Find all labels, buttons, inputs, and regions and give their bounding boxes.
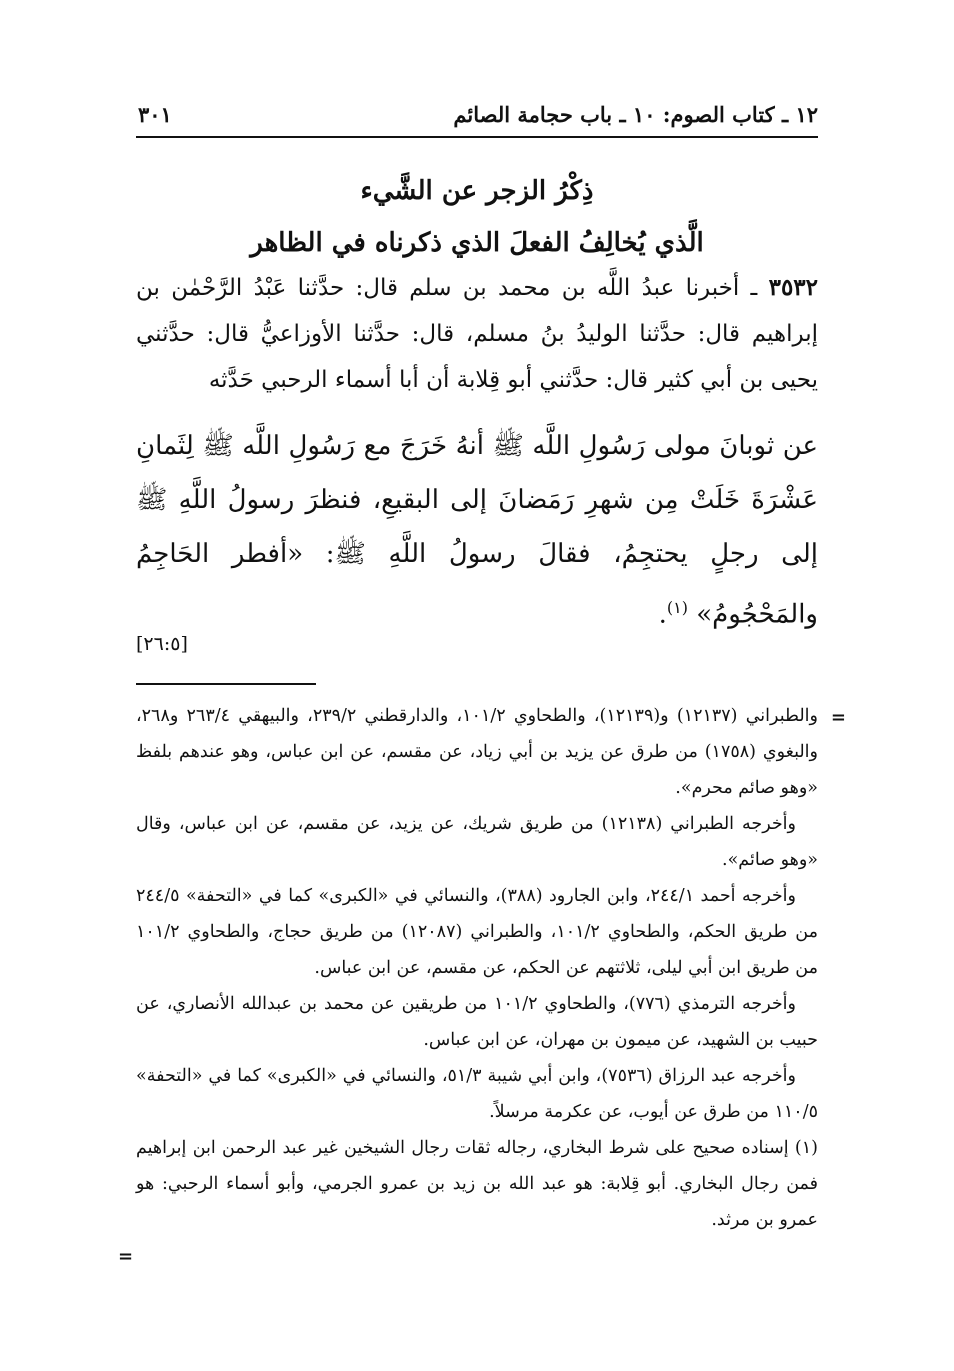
footnote-paragraph — [136, 878, 818, 986]
footnote-text: وأخرجه الترمذي (٧٧٦)، والطحاوي ١٠١/٢ من طريقين عن محمد بن عبدالله الأنصاري، عن حبيب بن الشهيد، عن ميمون بن مهران، عن ابن عباس. — [136, 994, 818, 1050]
footnote-text: وأخرجه الطبراني (١٢١٣٨) من طريق شريك، عن يزيد، عن مقسم، عن ابن عباس، وقال «وهو صائم». — [136, 814, 818, 870]
footnote-1 — [136, 1130, 818, 1238]
running-header — [138, 102, 818, 132]
hadith-isnad — [136, 265, 818, 403]
hadith-reference: [٢٦:٥] — [136, 633, 188, 655]
footnote-rule — [136, 683, 316, 685]
continuation-mark-bottom: = — [118, 1246, 134, 1267]
footnote-text: وأخرجه أحمد ٢٤٤/١، وابن الجارود (٣٨٨)، والنسائي في «الكبرى» كما في «التحفة» ٢٤٤/٥ من طريق الحكم، والطحاوي ١٠١/٢، والطبراني (١٢٠٨٧) من طريق حجاج، والطحاوي ١٠١/٢ من طريق ابن أبي ليلى، ثلاثتهم عن الحكم، عن مقسم، عن ابن عباس. — [136, 886, 818, 978]
running-title: ١٢ ـ كتاب الصوم: ١٠ ـ باب حجامة الصائم — [453, 102, 818, 127]
heading-line-1: ذِكْرُ الزجر عن الشَّيء — [360, 176, 594, 206]
footnote-1-text: (١) إسناده صحيح على شرط البخاري، رجاله ثقات رجال الشيخين غير عبد الرحمن ابن إبراهيم فمن رجال البخاري. أبو قِلابة: هو عبد الله بن زيد بن عمرو الجرمي، وأبو أسماء الرحبي: هو عمرو بن مرثد. — [136, 1138, 818, 1230]
footnote-text: والطبراني (١٢١٣٧) و(١٢١٣٩)، والطحاوي ١٠١/٢، والدارقطني ٢٣٩/٢، والبيهقي ٢٦٣/٤ و٢٦٨، والبغوي (١٧٥٨) من طرق عن يزيد بن أبي زياد، عن مقسم، عن ابن عباس، وهو عندهم بلفظ «وهو صائم محرم». — [136, 706, 818, 798]
footnote-paragraph — [136, 1058, 818, 1130]
matn-end-dot: . — [658, 599, 667, 630]
footnotes — [118, 698, 846, 1267]
heading-line-2: الَّذي يُخالِفُ الفعلَ الذي ذكرناه في الظاهر — [250, 228, 704, 258]
chapter-heading — [130, 165, 824, 269]
footnote-paragraph — [136, 986, 818, 1058]
hadith-number: ٣٥٣٢ — [768, 274, 819, 301]
footnote-paragraph — [136, 806, 818, 878]
hadith-matn — [136, 419, 818, 642]
hadith-block — [136, 265, 819, 655]
page-number: ٣٠١ — [138, 102, 172, 127]
footnote-text: وأخرجه عبد الرزاق (٧٥٣٦)، وابن أبي شيبة ٥١/٣، والنسائي في «الكبرى» كما في «التحفة» ١١٠/٥ من طرق عن أيوب، عن عكرمة مرسلاً. — [136, 1066, 818, 1122]
footnote-marker: (١) — [666, 598, 688, 617]
matn-text: عن ثوبانَ مولى رَسُولِ اللَّه ﷺ أنهُ خَرَجَ مع رَسُولِ اللَّه ﷺ لِثَمانِ عَشْرَةَ خَلَتْ مِن شهرِ رَمَضانَ إلى البقيعِ، فنظرَ رسولُ اللَّهِ ﷺ إلى رجلٍ يحتجِمُ، فقالَ رسولُ اللَّهِ ﷺ: «أفطر الحَاجِمُ والمَحْجُومُ» — [136, 431, 818, 630]
continuation-mark-top: = — [830, 707, 846, 728]
header-rule — [136, 136, 818, 138]
isnad-text: ـ أخبرنا عبدُ اللَّه بن محمد بن سلم قال: حدَّثنا عَبْدُ الرَّحْمٰن بن إبراهيم قال: حدَّثنا الوليدُ بنُ مسلم، قال: حدَّثنا الأوزاعيُّ قال: حدَّثني يحيى بن أبي كثير قال: حدَّثني أبو قِلابة أن أبا أسماء الرحبي حَدَّثه — [136, 275, 818, 393]
footnote-paragraph — [136, 698, 846, 806]
